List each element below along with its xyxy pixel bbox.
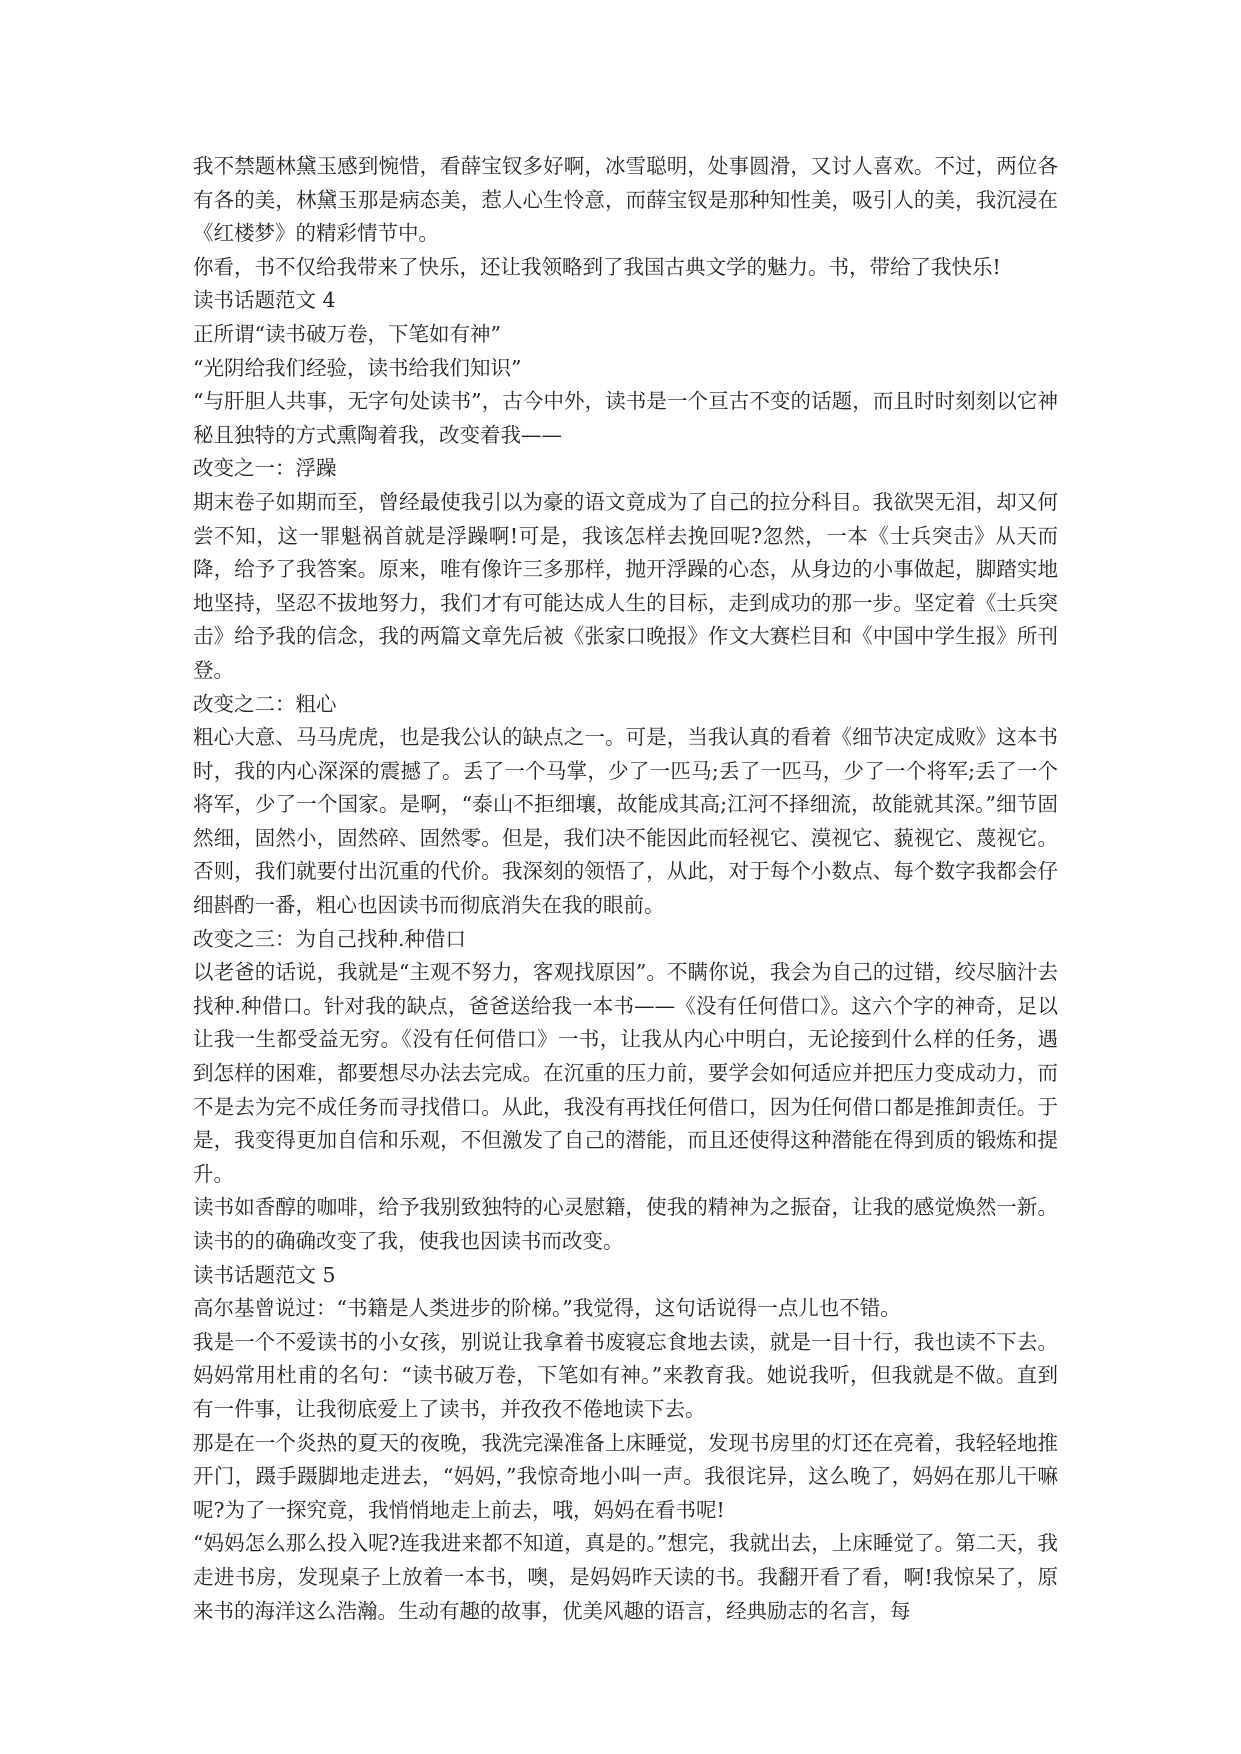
paragraph-book-joy: 你看，书不仅给我带来了快乐，还让我领略到了我国古典文学的魅力。书，带给了我快乐! (193, 254, 1001, 279)
subheading-change-1: 改变之一：浮躁 (193, 456, 337, 481)
subheading-change-2: 改变之二：粗心 (193, 691, 337, 716)
paragraph-next-day: “妈妈怎么那么投入呢?连我进来都不知道，真是的。”想完，我就出去，上床睡觉了。第二天，我走进书房，发现桌子上放着一本书，噢，是妈妈昨天读的书。我翻开看了看，啊!我惊呆了，原来书的海洋这么浩瀚。生动有趣的故事，优美风趣的语言，经典励志的名言，每 (193, 1531, 1058, 1623)
subheading-change-3: 改变之三：为自己找种.种借口 (193, 926, 467, 951)
quote-line-2: “光阴给我们经验，读书给我们知识” (193, 355, 522, 380)
section-heading-4: 读书话题范文 4 (193, 288, 336, 313)
paragraph-intro-change: “与肝胆人共事，无字句处读书”，古今中外，读书是一个亘古不变的话题，而且时时刻刻以它神秘且独特的方式熏陶着我，改变着我—— (193, 389, 1058, 447)
paragraph-change-1: 期末卷子如期而至，曾经最使我引以为豪的语文竟成为了自己的拉分科目。我欲哭无泪，却又何尝不知，这一罪魁祸首就是浮躁啊!可是，我该怎样去挽回呢?忽然，一本《士兵突击》从天而降，给予了我答案。原来，唯有像许三多那样，抛开浮躁的心态，从身边的小事做起，脚踏实地地坚持，坚忍不拔地努力，我们才有可能达成人生的目标，走到成功的那一步。坚定着《士兵突击》给予我的信念，我的两篇文章先后被《张家口晚报》作文大赛栏目和《中国中学生报》所刊登。 (193, 489, 1058, 682)
paragraph-summer-night: 那是在一个炎热的夏天的夜晚，我洗完澡准备上床睡觉，发现书房里的灯还在亮着，我轻轻地推开门，蹑手蹑脚地走进去，“妈妈，”我惊奇地小叫一声。我很诧异，这么晚了，妈妈在那儿干嘛呢?为了一探究竟，我悄悄地走上前去，哦，妈妈在看书呢! (193, 1430, 1058, 1522)
paragraph-conclusion-4: 读书如香醇的咖啡，给予我别致独特的心灵慰籍，使我的精神为之振奋，让我的感觉焕然一新。读书的的确确改变了我，使我也因读书而改变。 (193, 1195, 1058, 1253)
document-page (193, 150, 1058, 1628)
paragraph-not-reader: 我是一个不爱读书的小女孩，别说让我拿着书废寝忘食地去读，就是一目十行，我也读不下去。妈妈常用杜甫的名句：“读书破万卷，下笔如有神。”来教育我。她说我听，但我就是不做。直到有一件事，让我彻底爱上了读书，并孜孜不倦地读下去。 (193, 1329, 1058, 1421)
paragraph-gorky-quote: 高尔基曾说过：“书籍是人类进步的阶梯。”我觉得，这句话说得一点儿也不错。 (193, 1296, 901, 1321)
paragraph-change-2: 粗心大意、马马虎虎，也是我公认的缺点之一。可是，当我认真的看着《细节决定成败》这本书时，我的内心深深的震撼了。丢了一个马掌，少了一匹马;丢了一匹马，少了一个将军;丢了一个将军，少了一个国家。是啊，“泰山不拒细壤，故能成其高;江河不择细流，故能就其深。”细节固然细，固然小，固然碎、固然零。但是，我们决不能因此而轻视它、漠视它、藐视它、蔑视它。否则，我们就要付出沉重的代价。我深刻的领悟了，从此，对于每个小数点、每个数字我都会仔细斟酌一番，粗心也因读书而彻底消失在我的眼前。 (193, 725, 1058, 918)
paragraph-change-3: 以老爸的话说，我就是“主观不努力，客观找原因”。不瞒你说，我会为自己的过错，绞尽脑汁去找种.种借口。针对我的缺点，爸爸送给我一本书——《没有任何借口》。这六个字的神奇，足以让我一生都受益无穷。《没有任何借口》一书，让我从内心中明白，无论接到什么样的任务，遇到怎样的困难，都要想尽办法去完成。在沉重的压力前，要学会如何适应并把压力变成动力，而不是去为完不成任务而寻找借口。从此，我没有再找任何借口，因为任何借口都是推卸责任。于是，我变得更加自信和乐观，不但激发了自己的潜能，而且还使得这种潜能在得到质的锻炼和提升。 (193, 960, 1058, 1186)
section-heading-5: 读书话题范文 5 (193, 1262, 336, 1287)
paragraph-lin-daiyu: 我不禁题林黛玉感到惋惜，看薛宝钗多好啊，冰雪聪明，处事圆滑，又讨人喜欢。不过，两位各有各的美，林黛玉那是病态美，惹人心生怜意，而薛宝钗是那种知性美，吸引人的美，我沉浸在《红楼梦》的精彩情节中。 (193, 154, 1058, 246)
quote-line-1: 正所谓“读书破万卷，下笔如有神” (193, 321, 501, 346)
